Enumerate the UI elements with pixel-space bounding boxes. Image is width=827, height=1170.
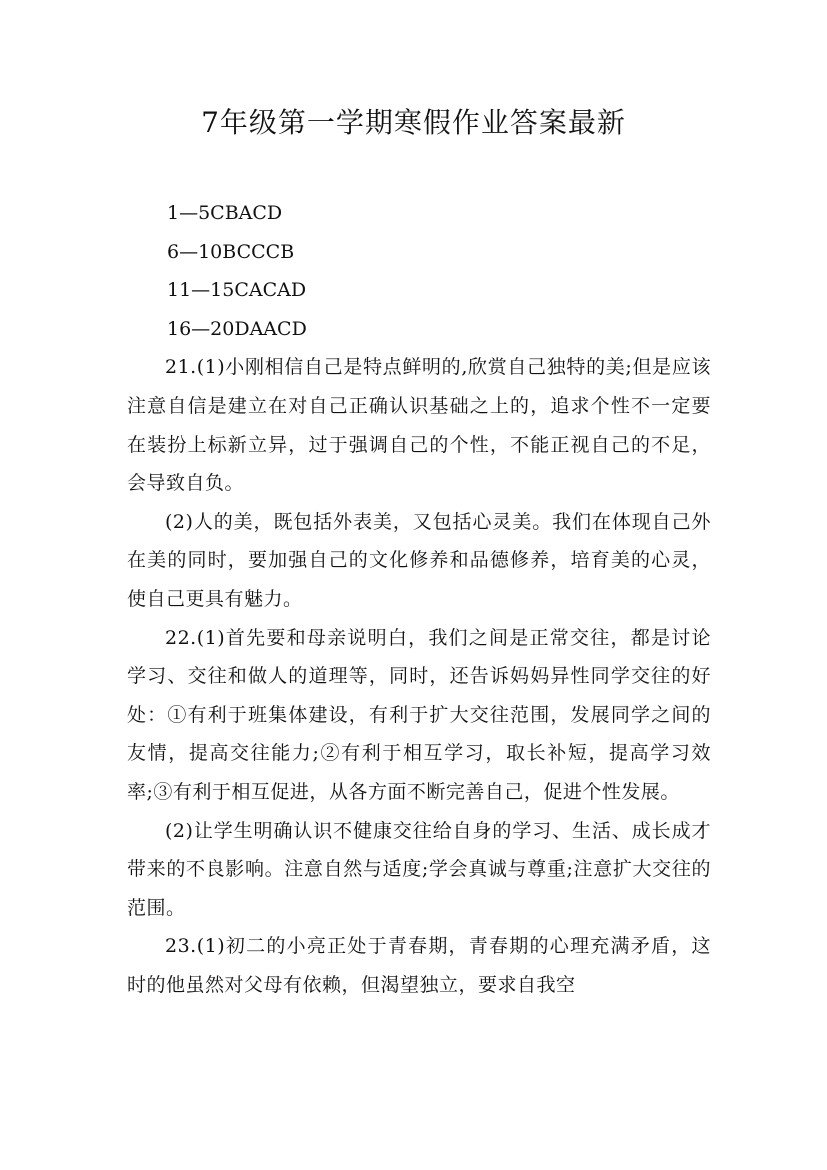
document-body	[127, 194, 711, 1004]
answer-line: 6—10BCCCB	[167, 240, 295, 263]
paragraph-21-2: (2)人的美，既包括外表美，又包括心灵美。我们在体现自己外在美的同时，要加强自己的文化修养和品德修养，培育美的心灵，使自己更具有魅力。	[127, 510, 711, 610]
paragraph-23-1: 23.(1)初二的小亮正处于青春期，青春期的心理充满矛盾，这时的他虽然对父母有依赖，但渴望独立，要求自我空	[127, 935, 711, 996]
document-title: 7年级第一学期寒假作业答案最新	[201, 106, 626, 139]
paragraph-21-1: 21.(1)小刚相信自己是特点鲜明的,欣赏自己独特的美;但是应该注意自信是建立在对自己正确认识基础之上的，追求个性不一定要在装扮上标新立异，过于强调自己的个性，不能正视自己的不足，会导致自负。	[127, 356, 711, 495]
answer-line: 11—15CACAD	[167, 279, 307, 302]
answer-line: 1—5CBACD	[167, 202, 283, 224]
paragraph-22-1: 22.(1)首先要和母亲说明白，我们之间是正常交往，都是讨论学习、交往和做人的道理等，同时，还告诉妈妈异性同学交往的好处：①有利于班集体建设，有利于扩大交往范围，发展同学之间的友情，提高交往能力;②有利于相互学习，取长补短，提高学习效率;③有利于相互促进，从各方面不断完善自己，促进个性发展。	[127, 626, 711, 803]
answer-line: 16—20DAACD	[167, 317, 307, 340]
paragraph-22-2: (2)让学生明确认识不健康交往给自身的学习、生活、成长成才带来的不良影响。注意自然与适度;学会真诚与尊重;注意扩大交往的范围。	[127, 819, 711, 919]
